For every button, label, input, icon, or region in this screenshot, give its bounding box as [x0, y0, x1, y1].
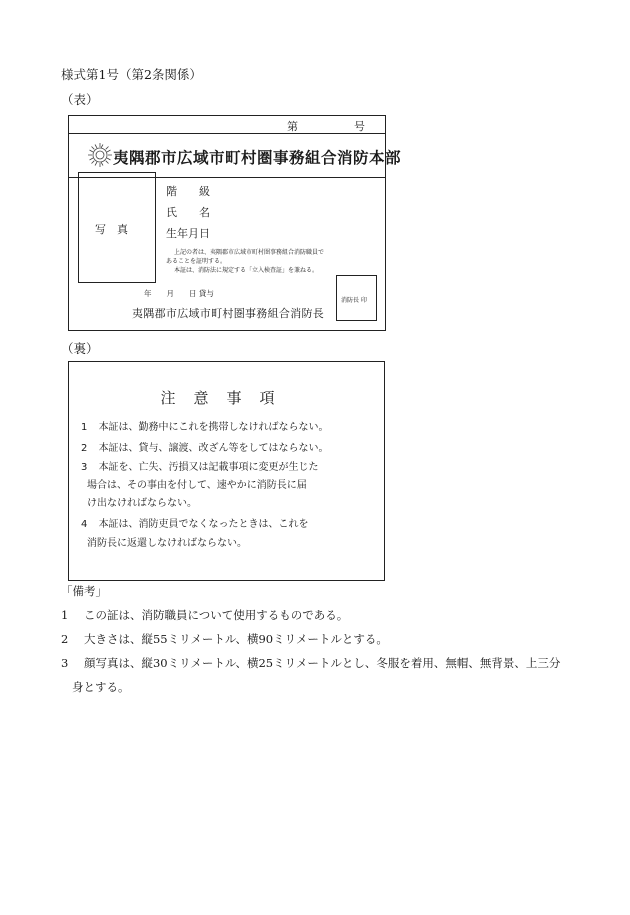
notice-item-3-line-3: け出なければならない。 — [87, 498, 197, 509]
org-title: 夷隅郡市広域市町村圏事務組合消防本部 — [113, 149, 402, 167]
stamp-label: 消防長 印 — [341, 297, 367, 304]
remark-item-1 — [61, 608, 348, 622]
remarks-heading: 「備考」 — [61, 584, 107, 598]
issue-date: 年 月 日 貸与 — [144, 289, 214, 298]
stamp-box — [336, 275, 377, 321]
remark-text: この証は、消防職員について使用するものである。 — [83, 608, 349, 622]
remark-text: 顔写真は、縦30ミリメートル、横25ミリメートルとし、冬服を着用、無帽、無背景、上三分 — [83, 656, 561, 670]
fire-emblem-icon — [87, 142, 113, 168]
notice-item-4-line-2: 消防長に返還しなければならない。 — [87, 538, 247, 549]
notice-text: 本証は、消防吏員でなくなったときは、これを — [98, 519, 309, 530]
notice-number: 4 — [81, 519, 88, 530]
field-birth-date: 生年月日 — [166, 227, 210, 240]
statement-line-2: あることを証明する。 — [166, 258, 227, 265]
back-label: （裏） — [61, 341, 99, 356]
number-suffix: 号 — [354, 120, 365, 133]
notice-item-3-line-2: 場合は、その事由を付して、速やかに消防長に届 — [87, 480, 307, 491]
form-label: 様式第1号（第2条関係） — [61, 67, 202, 82]
number-row — [69, 116, 385, 134]
number-prefix: 第 — [287, 120, 298, 133]
id-card-back — [68, 361, 385, 581]
notice-item-4 — [81, 519, 309, 531]
statement-line-3: 本証は、消防法に規定する「立入検査証」を兼ねる。 — [174, 267, 319, 274]
notice-number: 2 — [81, 443, 88, 454]
photo-box — [78, 172, 156, 283]
notice-item-2 — [81, 443, 329, 455]
remark-number: 2 — [61, 632, 69, 646]
notice-number: 3 — [81, 462, 88, 473]
remark-number: 3 — [61, 656, 69, 670]
issuer-name: 夷隅郡市広域市町村圏事務組合消防長 — [132, 307, 325, 320]
remark-item-3 — [61, 656, 560, 670]
notice-item-1 — [81, 422, 329, 434]
notes-title: 注意事項 — [160, 389, 293, 407]
remark-text: 大きさは、縦55ミリメートル、横90ミリメートルとする。 — [83, 632, 388, 646]
front-label: （表） — [61, 92, 99, 107]
field-name: 氏 名 — [166, 206, 210, 219]
remark-number: 1 — [61, 608, 69, 622]
notice-text: 本証は、勤務中にこれを携帯しなければならない。 — [98, 422, 329, 433]
notice-number: 1 — [81, 422, 88, 433]
remark-item-2 — [61, 632, 388, 646]
notice-text: 本証は、貸与、譲渡、改ざん等をしてはならない。 — [98, 443, 329, 454]
notice-text: 本証を、亡失、汚損又は記載事項に変更が生じた — [98, 462, 319, 473]
statement-line-1: 上記の者は、夷隅郡市広域市町村圏事務組合消防職員で — [174, 249, 325, 256]
field-rank: 階 級 — [166, 185, 210, 198]
photo-label: 写 真 — [95, 223, 128, 236]
id-card-front — [68, 115, 402, 331]
remark-item-3-continuation: 身とする。 — [72, 680, 130, 694]
notice-item-3 — [81, 462, 319, 474]
